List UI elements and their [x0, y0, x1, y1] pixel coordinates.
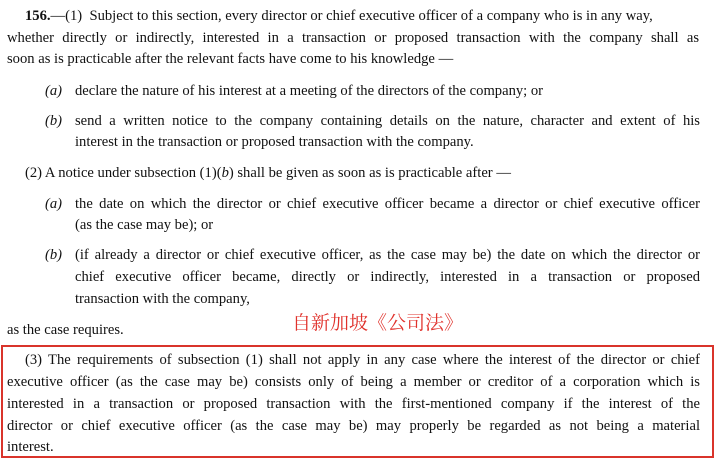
- sub3-line-5: interest.: [7, 439, 54, 455]
- sub3-line-3: interested in a transaction or proposed transaction with the first-mentioned company if the interest of the: [7, 396, 700, 412]
- intro-line-2: whether directly or indirectly, interested in a transaction or proposed transaction with the company shall as: [7, 30, 699, 46]
- sub1-a-text: declare the nature of his interest at a meeting of the directors of the company; or: [75, 83, 544, 99]
- sub2-b-line-1: (if already a director or chief executive officer, as the case may be) the date on which the director or: [75, 247, 700, 263]
- section-number: 156.: [25, 8, 51, 24]
- sub1-b-line-2: interest in the transaction or proposed transaction with the company.: [75, 134, 474, 150]
- sub2-b-line-3: transaction with the company,: [75, 291, 250, 307]
- sub2-lead: (2) A notice under subsection (1)(b) shall be given as soon as is practicable after —: [25, 165, 511, 181]
- intro-line-1: 156.—(1) Subject to this section, every director or chief executive officer of a company who is in any way,: [25, 8, 653, 24]
- sub2-tail: as the case requires.: [7, 322, 124, 338]
- sub1-a-label: (a): [45, 83, 63, 99]
- chinese-annotation: 自新加坡《公司法》: [292, 312, 464, 334]
- sub3-line-4: director or chief executive officer (as the case may be) may properly be regarded as not being a material: [7, 418, 700, 434]
- sub2-b-label: (b): [45, 247, 63, 263]
- sub1-b-label: (b): [45, 113, 63, 129]
- sub2-a-label: (a): [45, 196, 63, 212]
- sub1-b-line-1: send a written notice to the company containing details on the nature, character and extent of his: [75, 113, 700, 129]
- sub3-line-1: (3) The requirements of subsection (1) shall not apply in any case where the interest of the director or chief: [25, 352, 700, 368]
- sub2-a-line-2: (as the case may be); or: [75, 217, 214, 233]
- sub3-line-2: executive officer (as the case may be) consists only of being a member or creditor of a corporation which is: [7, 374, 700, 390]
- sub2-a-line-1: the date on which the director or chief executive officer became a director or chief executive officer: [75, 196, 700, 212]
- intro-line-3: soon as is practicable after the relevant facts have come to his knowledge —: [7, 51, 454, 67]
- sub2-b-line-2: chief executive officer became, directly or indirectly, interested in a transaction or proposed: [75, 269, 700, 285]
